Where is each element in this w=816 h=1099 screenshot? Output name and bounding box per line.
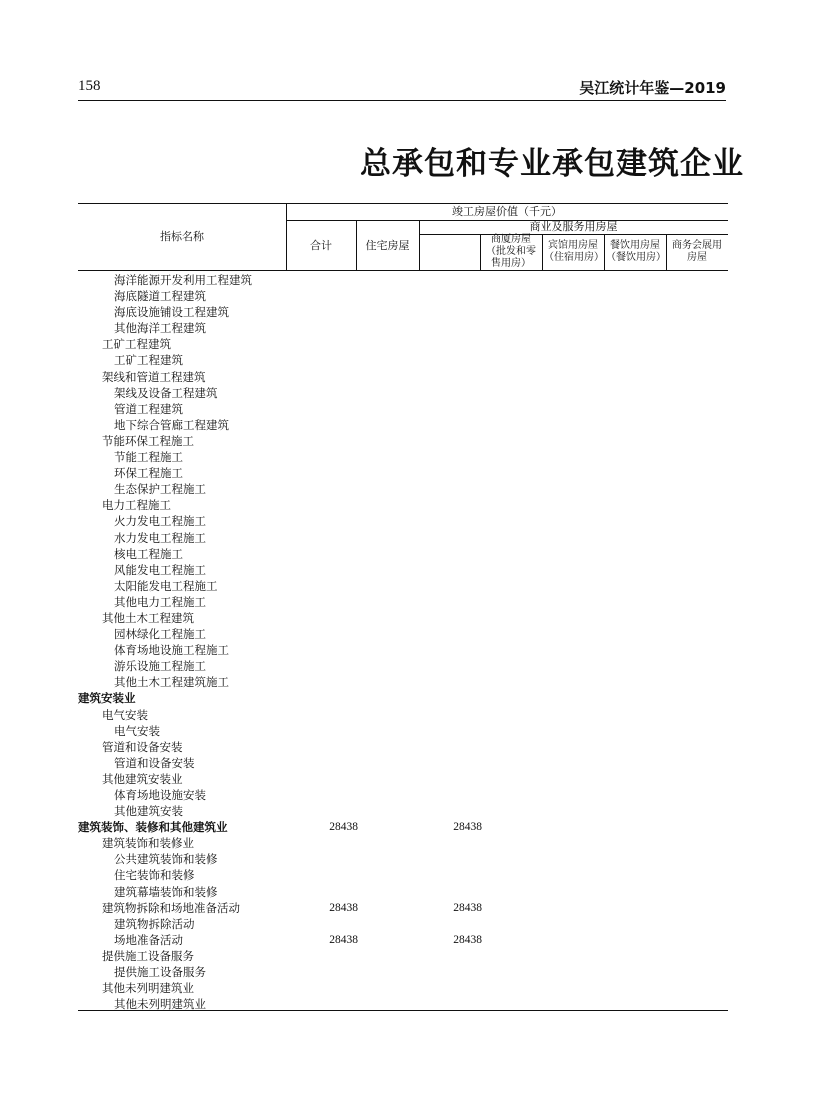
col-catering: 餐饮用房屋（餐饮用房） xyxy=(606,240,666,263)
col-exhibition: 商务会展用房屋 xyxy=(672,240,722,263)
row-label: 海底设施铺设工程建筑 xyxy=(114,305,229,320)
row-label: 管道工程建筑 xyxy=(114,401,183,416)
row-label: 环保工程施工 xyxy=(114,466,183,481)
table-row xyxy=(78,320,728,336)
row-label: 电气安装 xyxy=(102,707,148,722)
row-label: 海底隧道工程建筑 xyxy=(114,289,206,304)
row-label: 建筑装饰、装修和其他建筑业 xyxy=(78,820,228,835)
row-label: 工矿工程建筑 xyxy=(102,337,171,352)
row-label: 其他未列明建筑业 xyxy=(102,981,194,996)
table-row xyxy=(78,562,728,578)
table-row xyxy=(78,948,728,964)
table-row xyxy=(78,707,728,723)
table-row xyxy=(78,835,728,851)
row-label: 体育场地设施工程施工 xyxy=(114,643,229,658)
row-label: 提供施工设备服务 xyxy=(102,948,194,963)
col-residential: 住宅房屋 xyxy=(365,239,410,252)
row-label: 管道和设备安装 xyxy=(102,739,183,754)
table-row xyxy=(78,980,728,996)
row-label: 建筑安装业 xyxy=(78,691,136,706)
row-label: 风能发电工程施工 xyxy=(114,562,206,577)
table-row xyxy=(78,546,728,562)
header-rule-commercial xyxy=(419,234,728,235)
table-row xyxy=(78,369,728,385)
header-rule xyxy=(78,100,726,101)
header-divider xyxy=(604,234,605,270)
table-row xyxy=(78,803,728,819)
table-row xyxy=(78,417,728,433)
row-label: 架线及设备工程建筑 xyxy=(114,385,218,400)
table-row xyxy=(78,819,728,835)
cell-total: 28438 xyxy=(329,821,358,834)
row-label: 建筑物拆除和场地准备活动 xyxy=(102,900,240,915)
row-label: 工矿工程建筑 xyxy=(114,353,183,368)
col-total: 合计 xyxy=(310,239,332,252)
table-row xyxy=(78,336,728,352)
col-group: 竣工房屋价值（千元） xyxy=(452,205,562,218)
col-shops: 商厦房屋（批发和零售用房） xyxy=(486,234,536,269)
row-label: 核电工程施工 xyxy=(114,546,183,561)
table-row xyxy=(78,867,728,883)
table-row xyxy=(78,578,728,594)
table-row xyxy=(78,916,728,932)
table-row xyxy=(78,690,728,706)
cell-commercial: 28438 xyxy=(453,821,482,834)
table-row xyxy=(78,401,728,417)
table-row xyxy=(78,755,728,771)
row-label: 管道和设备安装 xyxy=(114,755,195,770)
table-row xyxy=(78,465,728,481)
row-label: 其他土木工程建筑施工 xyxy=(114,675,229,690)
table-row xyxy=(78,771,728,787)
row-label: 建筑装饰和装修业 xyxy=(102,836,194,851)
table-row xyxy=(78,932,728,948)
cell-commercial: 28438 xyxy=(453,901,482,914)
table-row xyxy=(78,449,728,465)
table-bottom-rule xyxy=(78,1010,728,1011)
row-label: 海洋能源开发利用工程建筑 xyxy=(114,273,252,287)
row-label: 其他建筑安装业 xyxy=(102,771,183,786)
table-row xyxy=(78,658,728,674)
row-label: 体育场地设施安装 xyxy=(114,788,206,802)
row-label: 电力工程施工 xyxy=(102,498,171,513)
col-hotel: 宾馆用房屋（住宿用房） xyxy=(544,240,604,263)
row-label: 节能工程施工 xyxy=(114,450,183,465)
table-row xyxy=(78,513,728,529)
header-divider xyxy=(666,234,667,270)
row-label: 其他土木工程建筑 xyxy=(102,610,194,625)
row-label: 其他海洋工程建筑 xyxy=(114,321,206,336)
table-row xyxy=(78,304,728,320)
table-row xyxy=(78,642,728,658)
row-label: 电气安装 xyxy=(114,723,160,738)
row-label: 园林绿化工程施工 xyxy=(114,627,206,642)
row-label: 其他未列明建筑业 xyxy=(114,997,206,1012)
table-row xyxy=(78,385,728,401)
row-label: 地下综合管廊工程建筑 xyxy=(114,417,229,432)
table-row xyxy=(78,272,728,288)
row-label: 游乐设施工程施工 xyxy=(114,659,206,674)
table-row xyxy=(78,851,728,867)
header-divider xyxy=(480,234,481,270)
table-top-rule xyxy=(78,203,728,204)
table-row xyxy=(78,497,728,513)
table-row xyxy=(78,352,728,368)
row-label: 架线和管道工程建筑 xyxy=(102,369,206,384)
table-row xyxy=(78,900,728,916)
header-divider xyxy=(542,234,543,270)
page-title: 总承包和专业承包建筑企业 xyxy=(360,146,744,182)
table-row xyxy=(78,594,728,610)
col-commercial-group: 商业及服务用房屋 xyxy=(529,220,618,233)
table-row xyxy=(78,884,728,900)
row-label: 其他电力工程施工 xyxy=(114,594,206,609)
table-row xyxy=(78,964,728,980)
table-row xyxy=(78,433,728,449)
row-label: 场地准备活动 xyxy=(114,932,183,947)
table-row xyxy=(78,530,728,546)
header-bottom-rule xyxy=(78,270,728,271)
col-indicator: 指标名称 xyxy=(160,230,204,243)
table-row xyxy=(78,288,728,304)
cell-total: 28438 xyxy=(329,933,358,946)
book-title: 吴江统计年鉴—2019 xyxy=(579,79,726,97)
page-number: 158 xyxy=(78,78,101,94)
table-row xyxy=(78,626,728,642)
row-label: 太阳能发电工程施工 xyxy=(114,578,218,593)
cell-commercial: 28438 xyxy=(453,933,482,946)
cell-total: 28438 xyxy=(329,901,358,914)
row-label: 火力发电工程施工 xyxy=(114,514,206,529)
row-label: 建筑幕墙装饰和装修 xyxy=(114,884,218,899)
table-row xyxy=(78,787,728,803)
table-body xyxy=(78,272,728,1012)
table-row xyxy=(78,674,728,690)
row-label: 生态保护工程施工 xyxy=(114,482,206,497)
row-label: 节能环保工程施工 xyxy=(102,433,194,448)
row-label: 水力发电工程施工 xyxy=(114,530,206,545)
table-row xyxy=(78,610,728,626)
table-row xyxy=(78,723,728,739)
row-label: 提供施工设备服务 xyxy=(114,965,206,980)
row-label: 其他建筑安装 xyxy=(114,804,183,819)
table-row xyxy=(78,481,728,497)
row-label: 建筑物拆除活动 xyxy=(114,916,195,931)
table-row xyxy=(78,739,728,755)
row-label: 公共建筑装饰和装修 xyxy=(114,852,218,867)
row-label: 住宅装饰和装修 xyxy=(114,868,195,883)
